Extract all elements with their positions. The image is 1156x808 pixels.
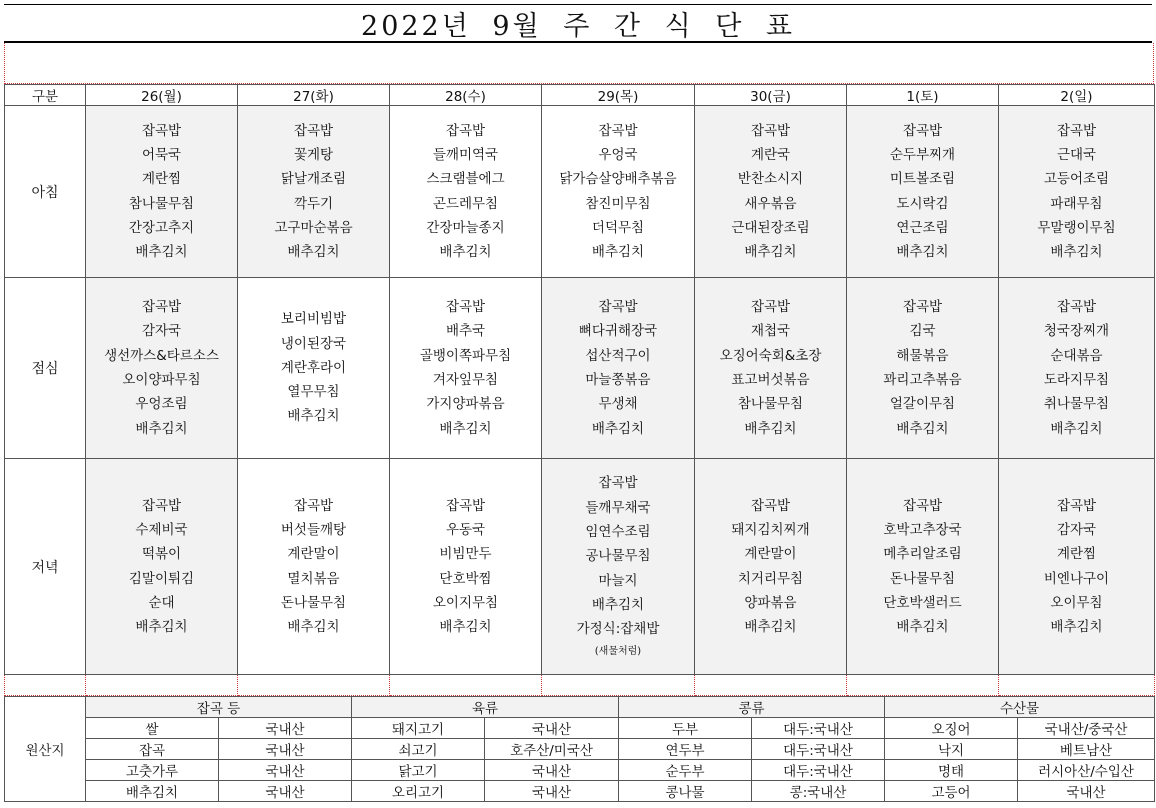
menu-item: 수제비국 — [135, 521, 188, 538]
menu-item: 잡곡밥 — [141, 497, 182, 514]
origin-item: 잡곡 — [86, 739, 219, 760]
menu-item: 청국장찌개 — [1043, 323, 1110, 340]
menu-item: 김말이튀김 — [128, 570, 195, 587]
menu-item: 참나물무침 — [737, 396, 804, 413]
category-header: 구분 — [5, 85, 86, 106]
meal-cell — [238, 106, 390, 278]
menu-item: 잡곡밥 — [902, 299, 943, 316]
menu-item: 감자국 — [1056, 521, 1097, 538]
day-header: 27(화) — [238, 85, 390, 106]
meal-cell — [695, 106, 847, 278]
menu-item: 생선까스&타르소스 — [104, 347, 219, 364]
meal-cell — [86, 459, 238, 675]
menu-item: 파래무침 — [1050, 195, 1103, 212]
menu-item: 돈나물무침 — [280, 594, 347, 611]
origin-category-row — [5, 697, 1155, 718]
meal-cell — [999, 106, 1155, 278]
origin-item: 두부 — [619, 718, 752, 739]
menu-item: 스크램블에그 — [426, 171, 505, 188]
menu-item: 오이양파무침 — [122, 372, 201, 388]
menu-item: 배추김치 — [744, 420, 797, 437]
menu-item: 배추김치 — [1050, 619, 1103, 636]
menu-item: 잡곡밥 — [445, 497, 486, 514]
menu-item: 잡곡밥 — [598, 475, 638, 492]
meal-cell — [999, 278, 1155, 459]
menu-item: 단호박샐러드 — [883, 594, 962, 611]
menu-item: 배추김치 — [896, 619, 949, 636]
origin-item: 쌀 — [86, 718, 219, 739]
menu-item: 우동국 — [445, 521, 486, 538]
menu-item: 잡곡밥 — [1056, 497, 1097, 514]
origin-country: 대두:국내산 — [752, 718, 885, 739]
menu-item: 호박고추장국 — [883, 521, 962, 538]
menu-item: 계란국 — [750, 146, 791, 163]
menu-item: 마늘쫑볶음 — [585, 372, 651, 388]
origin-country: 국내산/중국산 — [1018, 718, 1155, 739]
menu-item: 참진미무침 — [585, 195, 651, 212]
menu-item: 근대국 — [1056, 146, 1097, 163]
menu-item: 닭날개조림 — [280, 171, 347, 188]
menu-note: (새물처럼) — [594, 645, 642, 657]
menu-item: 미트볼조림 — [889, 171, 956, 188]
meal-cell — [86, 278, 238, 459]
menu-item: 돼지김치찌개 — [731, 521, 810, 538]
menu-item: 섭산적구이 — [585, 347, 651, 364]
menu-item: 감자국 — [141, 323, 182, 340]
origin-country: 대두:국내산 — [752, 760, 885, 781]
origin-category: 잡곡 등 — [86, 697, 352, 718]
menu-item: 잡곡밥 — [902, 122, 943, 139]
menu-item: 표고버섯볶음 — [731, 372, 810, 388]
origin-item: 낙지 — [885, 739, 1018, 760]
origin-category: 콩류 — [619, 697, 885, 718]
menu-item: 배추김치 — [744, 619, 797, 636]
menu-item: 잡곡밥 — [141, 122, 182, 139]
menu-item: 배추김치 — [744, 244, 797, 261]
menu-item: 반찬소시지 — [737, 171, 804, 188]
menu-item: 잡곡밥 — [1056, 122, 1097, 139]
origin-table — [4, 696, 1155, 802]
menu-item: 간장고추지 — [128, 219, 195, 236]
menu-item: 멸치볶음 — [287, 570, 340, 587]
day-header: 29(목) — [542, 85, 695, 106]
meal-label: 저녁 — [5, 459, 86, 675]
meal-cell — [695, 459, 847, 675]
origin-country: 국내산 — [219, 760, 352, 781]
menu-item: 비빔만두 — [439, 546, 492, 563]
meal-table — [4, 84, 1155, 696]
day-header: 2(일) — [999, 85, 1155, 106]
blank-row — [4, 43, 1154, 84]
menu-item: 무생채 — [598, 396, 638, 413]
menu-item: 계란말이 — [744, 546, 797, 563]
origin-country: 대두:국내산 — [752, 739, 885, 760]
title-row — [4, 4, 1152, 43]
meal-row-breakfast — [5, 106, 1155, 278]
menu-item: 곤드레무침 — [432, 195, 499, 212]
menu-item: 잡곡밥 — [902, 497, 943, 514]
menu-item: 들깨미역국 — [432, 146, 499, 163]
meal-cell — [390, 106, 542, 278]
menu-item: 배추김치 — [896, 420, 949, 437]
menu-item: 가지양파볶음 — [426, 396, 505, 413]
menu-item: 잡곡밥 — [293, 497, 334, 514]
meal-cell — [86, 106, 238, 278]
menu-item: 꽈리고추볶음 — [883, 372, 962, 388]
day-header: 30(금) — [695, 85, 847, 106]
day-header: 28(수) — [390, 85, 542, 106]
meal-cell — [390, 459, 542, 675]
menu-item: 단호박찜 — [439, 570, 492, 587]
meal-cell — [542, 106, 695, 278]
menu-item: 얼갈이무침 — [889, 396, 956, 413]
origin-label: 원산지 — [5, 697, 86, 802]
menu-item: 배추김치 — [287, 619, 340, 636]
menu-item: 깍두기 — [293, 195, 334, 212]
menu-item: 배추김치 — [287, 244, 340, 261]
origin-country: 러시아산/수입산 — [1018, 760, 1155, 781]
menu-item: 버섯들깨탕 — [280, 521, 347, 538]
menu-item: 오이지무침 — [432, 594, 499, 611]
menu-item: 재첩국 — [750, 323, 791, 340]
menu-item: 배추김치 — [591, 596, 645, 613]
origin-country: 국내산 — [219, 718, 352, 739]
origin-country: 국내산 — [219, 739, 352, 760]
meal-cell — [390, 278, 542, 459]
menu-item: 공나물무침 — [585, 548, 651, 565]
menu-item: 배추김치 — [896, 244, 949, 261]
menu-item: 양파볶음 — [744, 594, 797, 611]
origin-item: 쇠고기 — [352, 739, 485, 760]
meal-cell — [847, 106, 999, 278]
menu-item: 어묵국 — [141, 146, 182, 163]
menu-item: 겨자잎무침 — [432, 372, 499, 388]
day-header: 26(월) — [86, 85, 238, 106]
menu-item: 순두부찌개 — [889, 146, 956, 163]
menu-item: 참나물무침 — [128, 195, 195, 212]
origin-country: 국내산 — [1018, 781, 1155, 802]
menu-item: 배추김치 — [1050, 244, 1103, 261]
menu-item: 잡곡밥 — [750, 122, 791, 139]
origin-country: 국내산 — [485, 781, 619, 802]
meal-cell — [238, 278, 390, 459]
menu-item: 닭가슴살양배추볶음 — [559, 171, 677, 188]
menu-item: 도라지무침 — [1043, 372, 1110, 388]
origin-item: 오징어 — [885, 718, 1018, 739]
origin-row — [5, 781, 1155, 802]
menu-item: 배추국 — [445, 323, 486, 340]
meal-cell — [542, 459, 695, 675]
menu-item: 간장마늘종지 — [426, 219, 505, 236]
menu-item: 계란말이 — [287, 546, 340, 563]
menu-item: 김국 — [909, 323, 936, 340]
menu-item: 우엉국 — [598, 146, 638, 163]
origin-country: 베트남산 — [1018, 739, 1155, 760]
origin-item: 콩나물 — [619, 781, 752, 802]
origin-row — [5, 739, 1155, 760]
menu-item: 비엔나구이 — [1043, 570, 1110, 587]
meal-cell — [847, 278, 999, 459]
menu-item: 꽃게탕 — [293, 146, 334, 163]
menu-item: 순대 — [148, 594, 175, 611]
menu-item: 마늘지 — [598, 572, 638, 589]
meal-cell — [999, 459, 1155, 675]
menu-item: 돈나물무침 — [889, 570, 956, 587]
menu-item: 배추김치 — [135, 244, 188, 261]
meal-label: 점심 — [5, 278, 86, 459]
origin-row — [5, 718, 1155, 739]
menu-item: 새우볶음 — [744, 195, 797, 212]
menu-item: 도시락김 — [896, 195, 949, 212]
menu-item: 배추김치 — [1050, 420, 1103, 437]
origin-item: 고춧가루 — [86, 760, 219, 781]
menu-item: 계란후라이 — [280, 359, 347, 376]
menu-item: 배추김치 — [439, 619, 492, 636]
meal-cell — [542, 278, 695, 459]
menu-item: 더덕무침 — [591, 219, 645, 236]
origin-country: 콩:국내산 — [752, 781, 885, 802]
menu-item: 냉이된장국 — [280, 335, 347, 352]
meal-cell — [695, 278, 847, 459]
menu-item: 고등어조림 — [1043, 171, 1110, 188]
menu-item: 우엉조림 — [135, 396, 188, 413]
menu-item: 잡곡밥 — [445, 122, 486, 139]
meal-row-dinner — [5, 459, 1155, 675]
origin-item: 오리고기 — [352, 781, 485, 802]
origin-country: 국내산 — [219, 781, 352, 802]
menu-item: 취나물무침 — [1043, 396, 1110, 413]
menu-item: 계란찜 — [141, 171, 182, 188]
menu-item: 잡곡밥 — [598, 299, 638, 316]
menu-item: 가정식:잡채밥 — [576, 621, 660, 638]
meal-row-lunch — [5, 278, 1155, 459]
menu-item: 들깨무채국 — [585, 499, 651, 516]
menu-item: 뼈다귀해장국 — [578, 323, 658, 340]
menu-item: 근대된장조림 — [731, 219, 810, 236]
menu-item: 무말랭이무침 — [1037, 219, 1116, 236]
menu-item: 잡곡밥 — [598, 122, 638, 139]
origin-item: 고등어 — [885, 781, 1018, 802]
menu-item: 배추김치 — [439, 244, 492, 261]
origin-item: 명태 — [885, 760, 1018, 781]
menu-item: 배추김치 — [591, 420, 645, 437]
day-header-row — [5, 85, 1155, 106]
meal-cell — [238, 459, 390, 675]
meal-cell — [847, 459, 999, 675]
origin-item: 배추김치 — [86, 781, 219, 802]
menu-item: 배추김치 — [135, 619, 188, 636]
menu-item: 열무무침 — [287, 384, 340, 401]
origin-item: 연두부 — [619, 739, 752, 760]
menu-item: 잡곡밥 — [1056, 299, 1097, 316]
origin-item: 돼지고기 — [352, 718, 485, 739]
origin-category: 육류 — [352, 697, 619, 718]
menu-item: 잡곡밥 — [445, 299, 486, 316]
menu-item: 잡곡밥 — [750, 497, 791, 514]
menu-item: 계란찜 — [1056, 546, 1097, 563]
menu-item: 오이무침 — [1050, 594, 1103, 611]
origin-category: 수산물 — [885, 697, 1155, 718]
menu-item: 고구마순볶음 — [274, 219, 353, 236]
menu-item: 배추김치 — [287, 408, 340, 425]
menu-item: 임연수조림 — [585, 524, 651, 541]
menu-item: 메추리알조림 — [883, 546, 962, 563]
menu-item: 떡볶이 — [141, 546, 182, 563]
menu-item: 치거리무침 — [737, 570, 804, 587]
origin-item: 닭고기 — [352, 760, 485, 781]
menu-item: 오징어숙회&초장 — [719, 347, 822, 364]
origin-country: 국내산 — [485, 760, 619, 781]
origin-country: 국내산 — [485, 718, 619, 739]
menu-item: 연근조림 — [896, 219, 949, 236]
origin-country: 호주산/미국산 — [485, 739, 619, 760]
menu-item: 배추김치 — [439, 420, 492, 437]
origin-row — [5, 760, 1155, 781]
menu-item: 잡곡밥 — [141, 299, 182, 316]
menu-item: 순대볶음 — [1050, 347, 1103, 364]
menu-item: 해물볶음 — [896, 347, 949, 364]
meal-label: 아침 — [5, 106, 86, 278]
menu-item: 골뱅이쪽파무침 — [419, 347, 512, 364]
menu-item: 배추김치 — [135, 420, 188, 437]
menu-item: 잡곡밥 — [750, 299, 791, 316]
menu-item: 배추김치 — [591, 244, 645, 261]
day-header: 1(토) — [847, 85, 999, 106]
origin-item: 순두부 — [619, 760, 752, 781]
page-title: 2022년 9월 주 간 식 단 표 — [361, 10, 795, 42]
menu-item: 보리비빔밥 — [280, 311, 347, 328]
menu-item: 잡곡밥 — [293, 122, 334, 139]
spacer-row — [5, 675, 1155, 696]
